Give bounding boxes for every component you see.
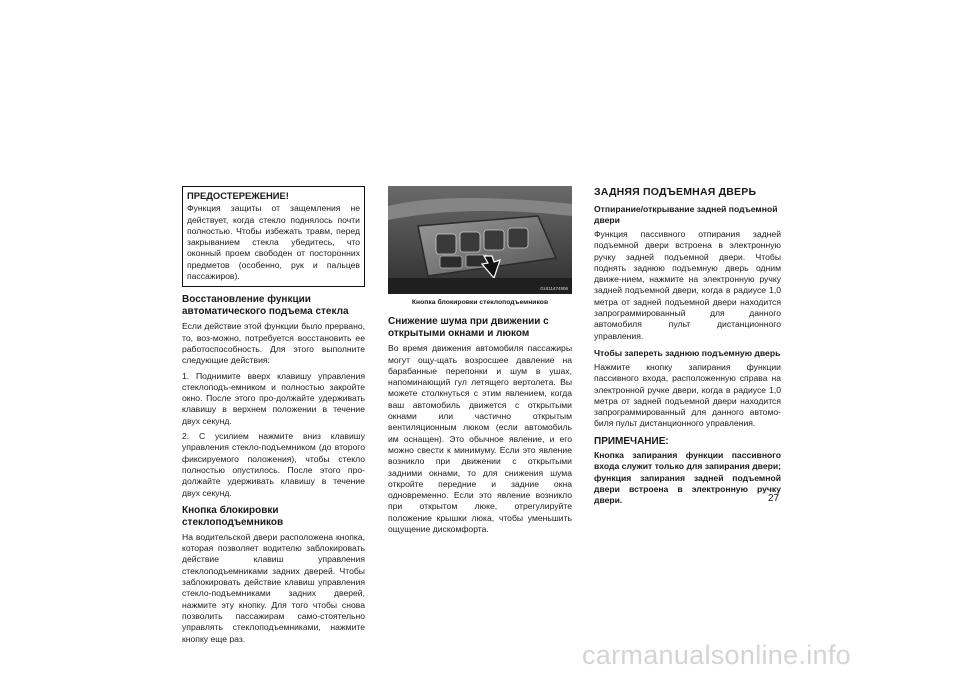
door-switch-panel-image [388,186,572,294]
column-left [182,186,365,649]
column-right [594,186,781,511]
watermark: carmanualsonline.info [582,640,851,670]
warning-text: Функция защиты от защемления не действует, когда стекло поднялось почти полностью. Чтобы избежать травм, перед закрыванием стекла убедитесь, что оконный проем свободен от посторонних предметов (особенно, рук и пальцев пассажиров). [187,203,360,282]
heading-liftgate: ЗАДНЯЯ ПОДЪЕМНАЯ ДВЕРЬ [594,186,757,198]
figure-caption: Кнопка блокировки стеклоподъемников [411,299,549,306]
subheading-liftgate-open: Отпирание/открывание задней подъемной двери [594,204,778,225]
page-number: 27 [768,493,780,504]
paragraph-window-lockout: На водительской двери расположена кнопка, которая позволяет водителю заблокировать действие клавиш управления стеклоподъемниками задних дверей. Чтобы заблокировать действие клавиш управления стекло-подъемниками задних дверей, нажмите эту кнопку. Для того чтобы снова позволить пассажирам само-стоятельно управлять стеклоподъемниками, нажмите кнопку еще раз. [182,531,365,644]
step-2: 2. С усилием нажмите вниз клавишу управления стекло-подъемником (до второго фиксируемого положения), чтобы стекло полностью опустилось. После этого про-должайте удерживать клавишу в течение двух секунд. [182,431,365,498]
step-1: 1. Поднимите вверх клавишу управления стеклоподъ-емником и полностью закройте окно. После этого про-должайте удерживать клавишу в верхнем положении в течение двух секунд. [182,370,365,426]
paragraph-wind-buffeting: Во время движения автомобиля пассажиры могут ощу-щать возросшее давление на барабанные перепонки и шум в ушах, напоминающий гул летящего вертолета. Вы можете столкнуться с этим явлением, когда ваш автомобиль движется с открытыми окнами или частично открытым вентиляционным люком (если автомобиль им оснащен). Это обычное явление, и его можно свести к минимуму. Если это явление возникло при движении с открытыми задними окнами, то для снижения шума откройте передние и задние окна одновременно. Если это явление возникло при открытом люке, отрегулируйте положение крышки люка, чтобы уменьшить ощущение дискомфорта. [388,343,572,535]
note-title: ПРИМЕЧАНИЕ: [594,435,669,447]
paragraph-liftgate-open: Функция пассивного отпирания задней подъемной двери встроена в электронную ручку задней подъемной двери. Чтобы поднять заднюю подъемную дверь одним движе-нием, нажмите на электронную ручку задней подъемной двери, когда в радиусе 1,0 метра от задней подъемной двери находится запрограммированный для данного автомобиля пульт дистанционного управления. [594,229,781,341]
paragraph-restore-intro: Если действие этой функции было прервано, то, воз-можно, потребуется восстановить ее работоспособность. Для этого выполните следующие действия: [182,321,365,366]
subheading-liftgate-lock: Чтобы запереть заднюю подъемную дверь [594,347,781,358]
warning-box [182,186,365,287]
heading-wind-buffeting: Снижение шума при движении с открытыми окнами и люком [388,316,549,340]
heading-window-lockout: Кнопка блокировки стеклоподъемников [182,504,284,528]
column-middle [388,186,572,539]
figure-code: GUI11474906 [540,286,568,291]
note-text: Кнопка запирания функции пассивного входа служит только для запирания двери; функция запирания задней подъемной двери встроена в электронную ручку двери. [594,450,781,506]
window-lock-figure [388,186,572,294]
paragraph-liftgate-lock: Нажмите кнопку запирания функции пассивного входа, расположенную справа на электронной ручке двери, когда в радиусе 1,0 метра от задней подъемной двери находится запрограммированный для данного автомо-биля пульт дистанционного управления. [594,361,781,429]
warning-title: ПРЕДОСТЕРЕЖЕНИЕ! [187,190,289,201]
heading-auto-up-restore: Восстановление функции автоматического подъема стекла [182,294,349,318]
